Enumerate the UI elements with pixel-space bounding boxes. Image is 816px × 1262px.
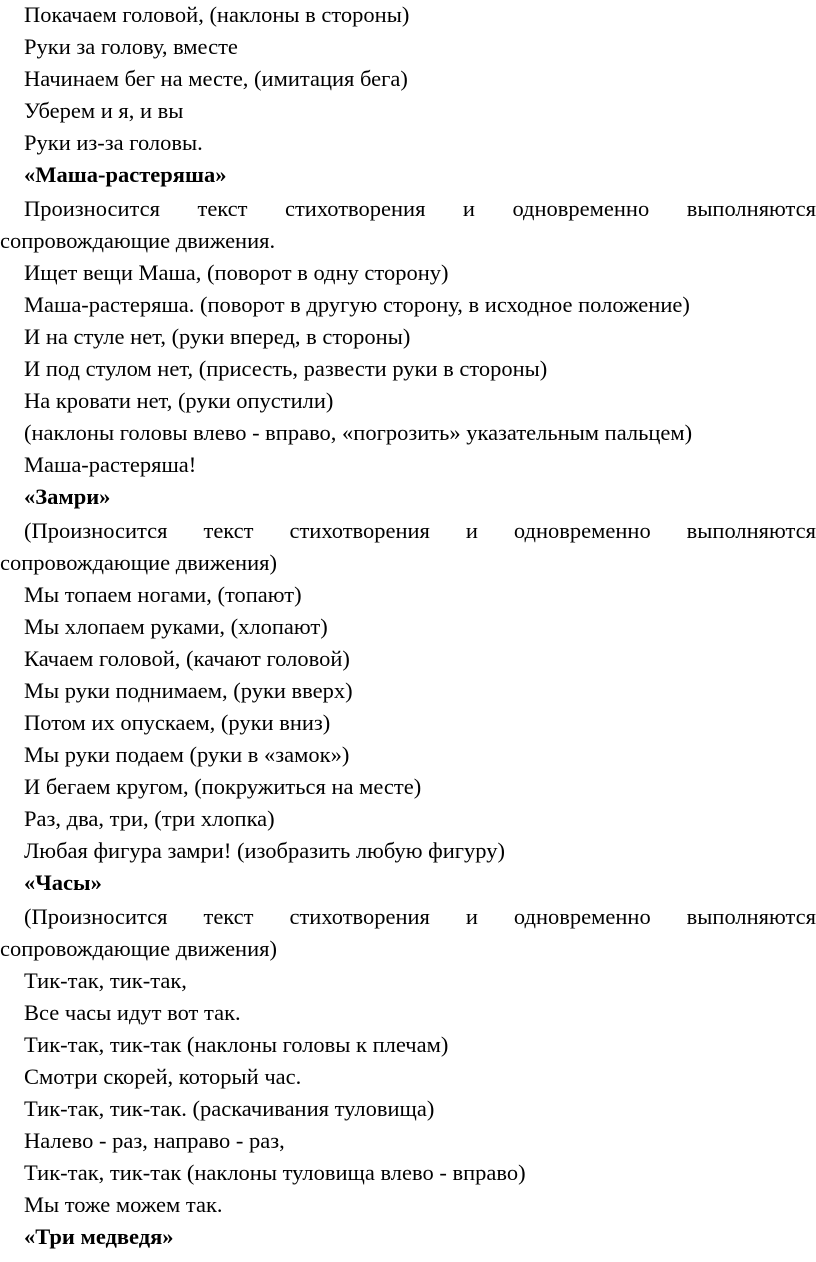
text-line: (Произносится текст стихотворения и одновременно выполняются (24, 904, 816, 929)
text-line: Мы руки поднимаем, (руки вверх) (24, 678, 353, 703)
text-line: Уберем и я, и вы (24, 98, 184, 123)
text-line: Мы топаем ногами, (топают) (24, 582, 302, 607)
text-line: Произносится текст стихотворения и одновременно выполняются (24, 196, 816, 221)
text-line: И на стуле нет, (руки вперед, в стороны) (24, 324, 411, 349)
text-line: Смотри скорей, который час. (24, 1064, 302, 1089)
text-line: Мы руки подаем (руки в «замок») (24, 742, 350, 767)
text-line: (Произносится текст стихотворения и одновременно выполняются (24, 518, 816, 543)
text-line: Качаем головой, (качают головой) (24, 646, 350, 671)
text-line: Тик-так, тик-так (наклоны туловища влево - вправо) (24, 1160, 526, 1185)
text-line: Налево - раз, направо - раз, (24, 1128, 285, 1153)
text-line: На кровати нет, (руки опустили) (24, 388, 334, 413)
section-heading: «Маша-растеряша» (24, 162, 227, 187)
text-line: Мы тоже можем так. (24, 1192, 223, 1217)
text-line: Руки за голову, вместе (24, 34, 238, 59)
text-line: сопровождающие движения) (0, 936, 277, 961)
text-line: И бегаем кругом, (покружиться на месте) (24, 774, 422, 799)
text-line: сопровождающие движения. (0, 228, 276, 253)
text-line: сопровождающие движения) (0, 550, 277, 575)
text-line: Ищет вещи Маша, (поворот в одну сторону) (24, 260, 449, 285)
text-line: (наклоны головы влево - вправо, «погрозить» указательным пальцем) (24, 420, 693, 445)
section-heading: «Три медведя» (24, 1224, 174, 1249)
text-line: Покачаем головой, (наклоны в стороны) (24, 2, 410, 27)
text-line: Начинаем бег на месте, (имитация бега) (24, 66, 408, 91)
text-line: Тик-так, тик-так. (раскачивания туловища) (24, 1096, 435, 1121)
text-line: Все часы идут вот так. (24, 1000, 241, 1025)
text-line: Руки из-за головы. (24, 130, 203, 155)
text-line: Потом их опускаем, (руки вниз) (24, 710, 331, 735)
text-line: Тик-так, тик-так, (24, 968, 187, 993)
text-line: Мы хлопаем руками, (хлопают) (24, 614, 328, 639)
text-line: Раз, два, три, (три хлопка) (24, 806, 275, 831)
text-line: Тик-так, тик-так (наклоны головы к плечам) (24, 1032, 449, 1057)
text-line: Маша-растеряша! (24, 452, 197, 477)
text-line: Любая фигура замри! (изобразить любую фигуру) (24, 838, 505, 863)
text-line: Маша-растеряша. (поворот в другую сторону, в исходное положение) (24, 292, 690, 317)
section-heading: «Замри» (24, 484, 111, 509)
text-line: И под стулом нет, (присесть, развести руки в стороны) (24, 356, 548, 381)
section-heading: «Часы» (24, 870, 102, 895)
